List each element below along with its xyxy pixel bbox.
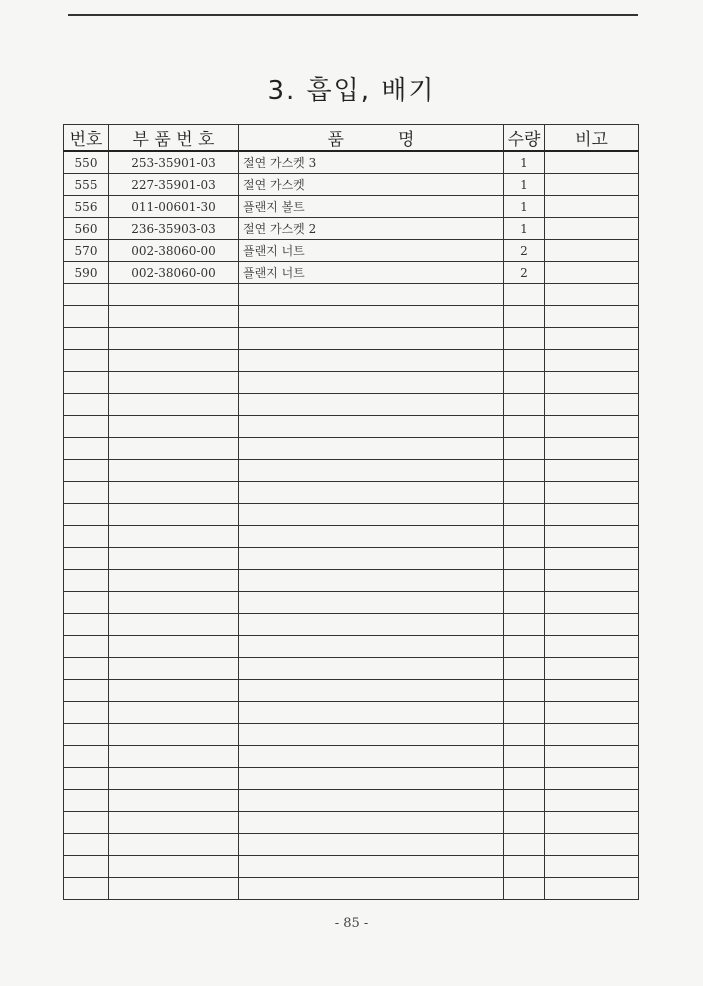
cell-name bbox=[239, 790, 504, 812]
page-number: - 85 - bbox=[334, 916, 369, 931]
cell-qty: 1 bbox=[504, 196, 545, 218]
cell-part-no bbox=[109, 328, 239, 350]
cell-name bbox=[239, 636, 504, 658]
cell-qty bbox=[504, 460, 545, 482]
cell-part-no: 227-35901-03 bbox=[109, 174, 239, 196]
cell-remark bbox=[545, 856, 639, 878]
cell-part-no: 002-38060-00 bbox=[109, 262, 239, 284]
cell-remark bbox=[545, 812, 639, 834]
cell-part-no: 002-38060-00 bbox=[109, 240, 239, 262]
cell-no bbox=[64, 856, 109, 878]
cell-qty bbox=[504, 636, 545, 658]
cell-part-no bbox=[109, 438, 239, 460]
cell-remark bbox=[545, 724, 639, 746]
cell-part-no bbox=[109, 768, 239, 790]
cell-qty bbox=[504, 614, 545, 636]
cell-qty bbox=[504, 328, 545, 350]
cell-part-no bbox=[109, 658, 239, 680]
cell-name bbox=[239, 482, 504, 504]
cell-remark bbox=[545, 702, 639, 724]
cell-part-no: 253-35901-03 bbox=[109, 151, 239, 174]
cell-remark bbox=[545, 240, 639, 262]
cell-part-no bbox=[109, 878, 239, 900]
cell-name bbox=[239, 350, 504, 372]
cell-qty: 1 bbox=[504, 174, 545, 196]
cell-remark bbox=[545, 306, 639, 328]
table-header-row bbox=[64, 125, 639, 152]
cell-qty bbox=[504, 372, 545, 394]
empty-table-row bbox=[64, 460, 639, 482]
table-body bbox=[64, 151, 639, 900]
cell-name bbox=[239, 878, 504, 900]
cell-no bbox=[64, 416, 109, 438]
cell-no: 555 bbox=[64, 174, 109, 196]
cell-part-no bbox=[109, 526, 239, 548]
cell-no bbox=[64, 570, 109, 592]
cell-qty bbox=[504, 570, 545, 592]
cell-qty bbox=[504, 724, 545, 746]
cell-name bbox=[239, 416, 504, 438]
cell-part-no bbox=[109, 812, 239, 834]
cell-name bbox=[239, 328, 504, 350]
cell-no bbox=[64, 702, 109, 724]
cell-part-no bbox=[109, 570, 239, 592]
cell-part-no bbox=[109, 702, 239, 724]
cell-part-no bbox=[109, 350, 239, 372]
cell-no bbox=[64, 592, 109, 614]
empty-table-row bbox=[64, 878, 639, 900]
cell-name bbox=[239, 570, 504, 592]
table-row bbox=[64, 262, 639, 284]
empty-table-row bbox=[64, 372, 639, 394]
header-part-no: 부 품 번 호 bbox=[109, 125, 239, 152]
cell-name bbox=[239, 658, 504, 680]
cell-no bbox=[64, 680, 109, 702]
empty-table-row bbox=[64, 306, 639, 328]
cell-qty bbox=[504, 350, 545, 372]
cell-remark bbox=[545, 174, 639, 196]
cell-remark bbox=[545, 878, 639, 900]
cell-qty bbox=[504, 416, 545, 438]
cell-no bbox=[64, 284, 109, 306]
table-row bbox=[64, 196, 639, 218]
empty-table-row bbox=[64, 746, 639, 768]
cell-name bbox=[239, 702, 504, 724]
cell-remark bbox=[545, 394, 639, 416]
cell-part-no bbox=[109, 856, 239, 878]
cell-part-no: 011-00601-30 bbox=[109, 196, 239, 218]
header-remark: 비고 bbox=[545, 125, 639, 152]
empty-table-row bbox=[64, 438, 639, 460]
table-row bbox=[64, 174, 639, 196]
cell-part-no bbox=[109, 284, 239, 306]
cell-no bbox=[64, 482, 109, 504]
cell-name bbox=[239, 834, 504, 856]
empty-table-row bbox=[64, 328, 639, 350]
cell-remark bbox=[545, 196, 639, 218]
header-qty: 수량 bbox=[504, 125, 545, 152]
cell-no bbox=[64, 658, 109, 680]
cell-remark bbox=[545, 460, 639, 482]
parts-table bbox=[63, 124, 639, 900]
cell-remark bbox=[545, 438, 639, 460]
cell-remark bbox=[545, 614, 639, 636]
cell-qty bbox=[504, 856, 545, 878]
cell-no bbox=[64, 306, 109, 328]
cell-no bbox=[64, 438, 109, 460]
cell-no bbox=[64, 878, 109, 900]
empty-table-row bbox=[64, 504, 639, 526]
cell-name bbox=[239, 394, 504, 416]
cell-no: 570 bbox=[64, 240, 109, 262]
cell-remark bbox=[545, 151, 639, 174]
cell-name: 절연 가스켓 bbox=[239, 174, 504, 196]
cell-remark bbox=[545, 328, 639, 350]
cell-remark bbox=[545, 262, 639, 284]
empty-table-row bbox=[64, 570, 639, 592]
table-row bbox=[64, 218, 639, 240]
cell-no bbox=[64, 460, 109, 482]
cell-name bbox=[239, 746, 504, 768]
cell-part-no bbox=[109, 460, 239, 482]
empty-table-row bbox=[64, 790, 639, 812]
table-row bbox=[64, 151, 639, 174]
cell-no bbox=[64, 812, 109, 834]
cell-part-no bbox=[109, 746, 239, 768]
empty-table-row bbox=[64, 658, 639, 680]
empty-table-row bbox=[64, 416, 639, 438]
cell-remark bbox=[545, 746, 639, 768]
table-row bbox=[64, 240, 639, 262]
cell-no: 550 bbox=[64, 151, 109, 174]
cell-no bbox=[64, 504, 109, 526]
cell-no bbox=[64, 350, 109, 372]
cell-name: 플랜지 너트 bbox=[239, 240, 504, 262]
cell-remark bbox=[545, 504, 639, 526]
cell-qty bbox=[504, 504, 545, 526]
cell-part-no bbox=[109, 372, 239, 394]
cell-name: 절연 가스켓 3 bbox=[239, 151, 504, 174]
cell-part-no bbox=[109, 504, 239, 526]
empty-table-row bbox=[64, 636, 639, 658]
cell-name bbox=[239, 306, 504, 328]
cell-name bbox=[239, 438, 504, 460]
cell-qty bbox=[504, 592, 545, 614]
cell-no bbox=[64, 636, 109, 658]
empty-table-row bbox=[64, 394, 639, 416]
empty-table-row bbox=[64, 350, 639, 372]
cell-qty: 2 bbox=[504, 240, 545, 262]
cell-remark bbox=[545, 482, 639, 504]
cell-qty bbox=[504, 768, 545, 790]
cell-no: 590 bbox=[64, 262, 109, 284]
empty-table-row bbox=[64, 724, 639, 746]
cell-no bbox=[64, 526, 109, 548]
cell-remark bbox=[545, 218, 639, 240]
empty-table-row bbox=[64, 548, 639, 570]
cell-remark bbox=[545, 636, 639, 658]
cell-qty: 1 bbox=[504, 151, 545, 174]
cell-no bbox=[64, 372, 109, 394]
cell-part-no bbox=[109, 482, 239, 504]
cell-name bbox=[239, 812, 504, 834]
empty-table-row bbox=[64, 526, 639, 548]
cell-name bbox=[239, 284, 504, 306]
cell-part-no bbox=[109, 680, 239, 702]
empty-table-row bbox=[64, 768, 639, 790]
cell-qty bbox=[504, 834, 545, 856]
cell-qty bbox=[504, 548, 545, 570]
empty-table-row bbox=[64, 482, 639, 504]
empty-table-row bbox=[64, 812, 639, 834]
empty-table-row bbox=[64, 614, 639, 636]
empty-table-row bbox=[64, 592, 639, 614]
cell-qty: 1 bbox=[504, 218, 545, 240]
cell-remark bbox=[545, 372, 639, 394]
cell-name: 플랜지 볼트 bbox=[239, 196, 504, 218]
cell-name bbox=[239, 724, 504, 746]
cell-remark bbox=[545, 416, 639, 438]
cell-name bbox=[239, 680, 504, 702]
cell-part-no bbox=[109, 548, 239, 570]
cell-name bbox=[239, 460, 504, 482]
cell-no bbox=[64, 328, 109, 350]
cell-no bbox=[64, 724, 109, 746]
page-title: 3. 흡입, 배기 bbox=[267, 76, 436, 106]
cell-qty bbox=[504, 482, 545, 504]
cell-part-no bbox=[109, 724, 239, 746]
cell-qty bbox=[504, 812, 545, 834]
cell-no bbox=[64, 614, 109, 636]
cell-no bbox=[64, 768, 109, 790]
cell-remark bbox=[545, 658, 639, 680]
cell-name: 플랜지 너트 bbox=[239, 262, 504, 284]
empty-table-row bbox=[64, 856, 639, 878]
cell-remark bbox=[545, 350, 639, 372]
cell-remark bbox=[545, 834, 639, 856]
cell-qty bbox=[504, 746, 545, 768]
cell-qty bbox=[504, 658, 545, 680]
cell-no: 556 bbox=[64, 196, 109, 218]
cell-name bbox=[239, 592, 504, 614]
cell-remark bbox=[545, 284, 639, 306]
cell-name bbox=[239, 372, 504, 394]
empty-table-row bbox=[64, 834, 639, 856]
cell-remark bbox=[545, 526, 639, 548]
cell-part-no bbox=[109, 416, 239, 438]
cell-remark bbox=[545, 790, 639, 812]
cell-qty bbox=[504, 526, 545, 548]
cell-no: 560 bbox=[64, 218, 109, 240]
cell-name bbox=[239, 504, 504, 526]
empty-table-row bbox=[64, 702, 639, 724]
cell-qty bbox=[504, 790, 545, 812]
cell-part-no bbox=[109, 614, 239, 636]
cell-no bbox=[64, 746, 109, 768]
cell-remark bbox=[545, 548, 639, 570]
top-rule bbox=[68, 14, 638, 16]
empty-table-row bbox=[64, 284, 639, 306]
header-no: 번호 bbox=[64, 125, 109, 152]
cell-qty bbox=[504, 394, 545, 416]
empty-table-row bbox=[64, 680, 639, 702]
cell-part-no bbox=[109, 306, 239, 328]
cell-name bbox=[239, 526, 504, 548]
cell-no bbox=[64, 394, 109, 416]
cell-name bbox=[239, 768, 504, 790]
cell-name bbox=[239, 614, 504, 636]
cell-part-no bbox=[109, 592, 239, 614]
cell-remark bbox=[545, 570, 639, 592]
cell-part-no: 236-35903-03 bbox=[109, 218, 239, 240]
cell-part-no bbox=[109, 790, 239, 812]
cell-qty bbox=[504, 680, 545, 702]
cell-remark bbox=[545, 680, 639, 702]
cell-remark bbox=[545, 768, 639, 790]
cell-qty bbox=[504, 878, 545, 900]
cell-qty bbox=[504, 702, 545, 724]
cell-part-no bbox=[109, 636, 239, 658]
cell-part-no bbox=[109, 834, 239, 856]
cell-remark bbox=[545, 592, 639, 614]
cell-no bbox=[64, 548, 109, 570]
header-name: 품 명 bbox=[239, 125, 504, 152]
cell-name: 절연 가스켓 2 bbox=[239, 218, 504, 240]
cell-part-no bbox=[109, 394, 239, 416]
cell-no bbox=[64, 790, 109, 812]
cell-qty: 2 bbox=[504, 262, 545, 284]
cell-qty bbox=[504, 306, 545, 328]
cell-qty bbox=[504, 284, 545, 306]
cell-name bbox=[239, 548, 504, 570]
cell-qty bbox=[504, 438, 545, 460]
cell-name bbox=[239, 856, 504, 878]
cell-no bbox=[64, 834, 109, 856]
